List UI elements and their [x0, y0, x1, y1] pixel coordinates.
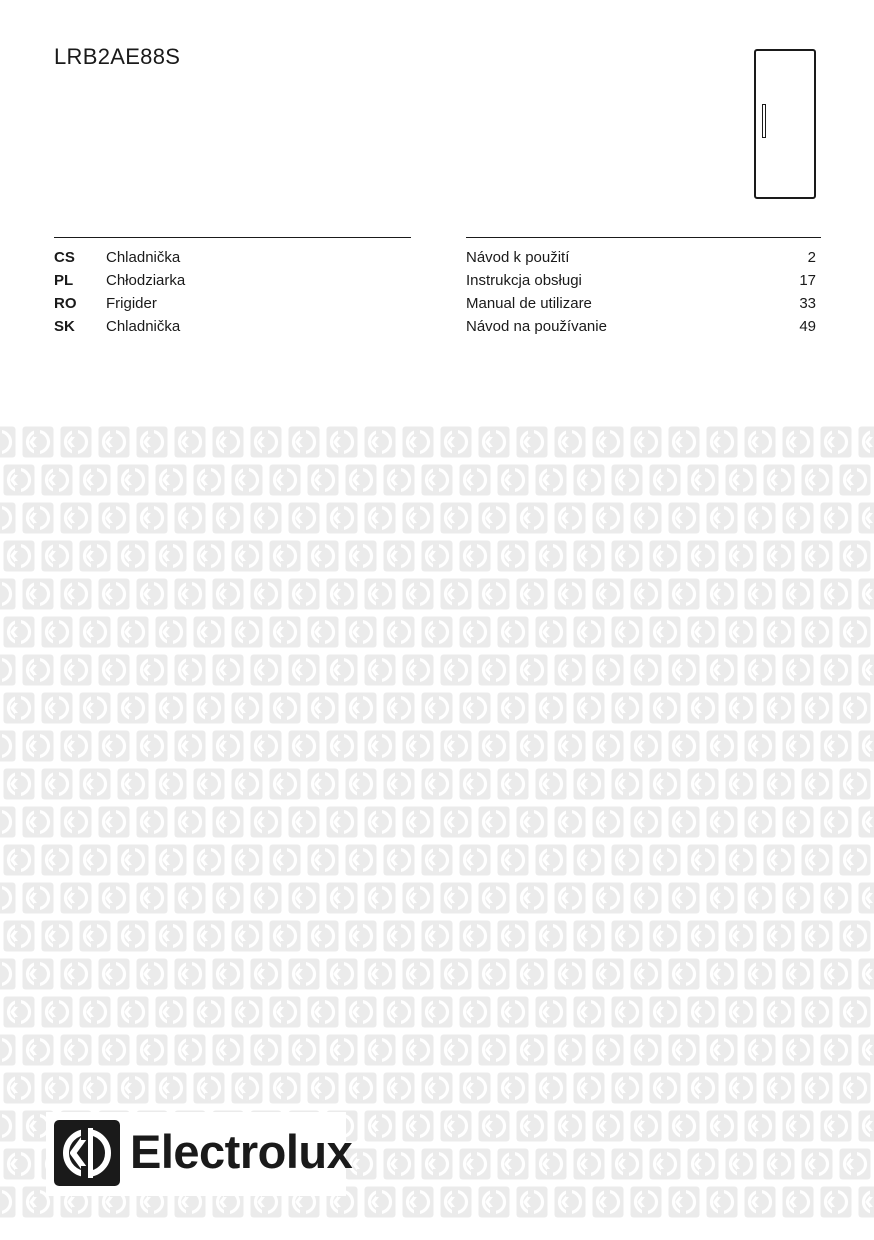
language-code: SK — [54, 318, 75, 335]
product-name: Frigider — [106, 295, 157, 312]
brand-logo — [46, 1112, 353, 1196]
manual-page: 33 — [799, 295, 816, 312]
brand-pattern-background — [0, 422, 874, 1220]
product-name: Chladnička — [106, 318, 181, 335]
language-row — [54, 246, 411, 269]
language-row — [54, 292, 411, 315]
fridge-icon — [754, 49, 816, 199]
brand-name: Electrolux — [130, 1125, 353, 1178]
divider-left — [54, 237, 411, 238]
model-number: LRB2AE88S — [54, 44, 181, 69]
language-row — [54, 315, 411, 338]
language-row — [54, 269, 411, 292]
manual-row[interactable] — [466, 315, 816, 338]
electrolux-logo-icon — [54, 1120, 120, 1186]
divider-right — [466, 237, 821, 238]
fridge-handle-icon — [762, 104, 766, 138]
manual-page: 17 — [799, 272, 816, 289]
manual-page: 49 — [799, 318, 816, 335]
manual-page: 2 — [807, 249, 816, 266]
manual-list — [466, 246, 816, 338]
product-name: Chłodziarka — [106, 272, 186, 289]
manual-title: Instrukcja obsługi — [466, 272, 582, 289]
language-code: RO — [54, 295, 77, 312]
language-code: CS — [54, 249, 75, 266]
manual-title: Návod k použití — [466, 249, 570, 266]
product-name: Chladnička — [106, 249, 181, 266]
manual-row[interactable] — [466, 246, 816, 269]
manual-row[interactable] — [466, 292, 816, 315]
manual-row[interactable] — [466, 269, 816, 292]
language-code: PL — [54, 272, 74, 289]
manual-title: Návod na používanie — [466, 318, 607, 335]
language-list — [54, 246, 411, 338]
manual-title: Manual de utilizare — [466, 295, 592, 312]
